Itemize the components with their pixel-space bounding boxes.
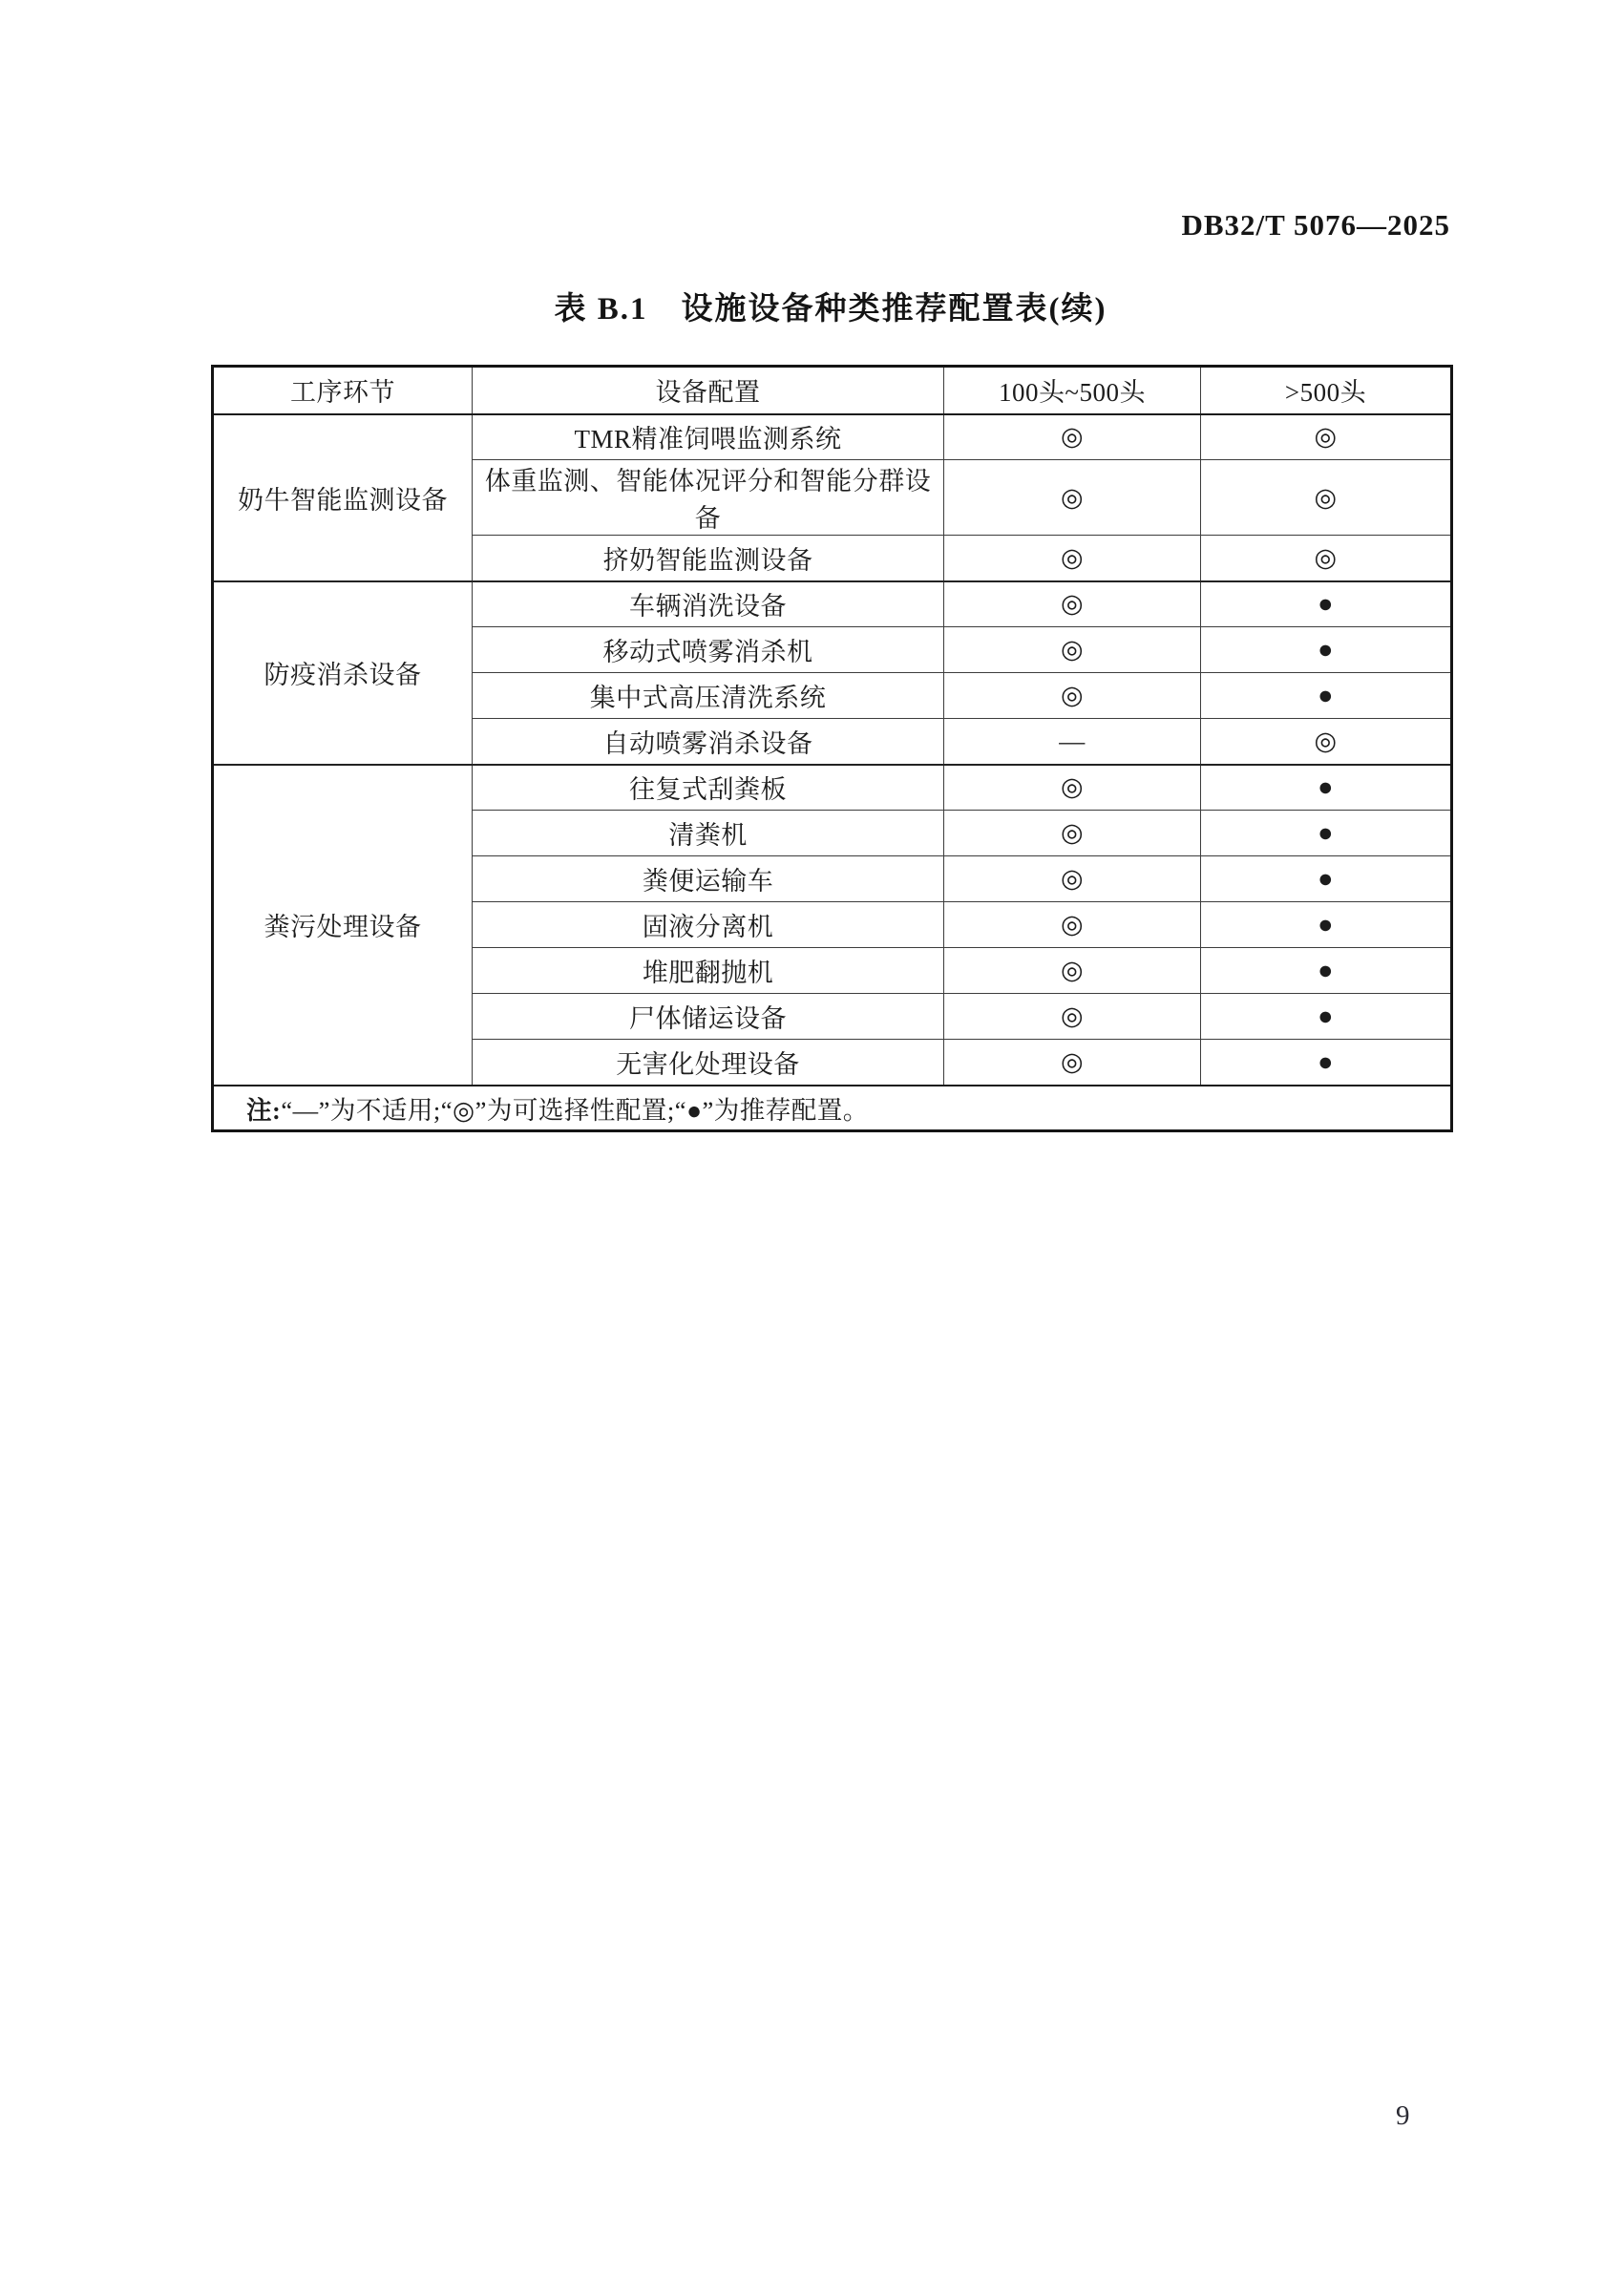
table-row [213,765,1452,811]
symbol-cell-small: ◎ [944,1040,1201,1086]
device-cell: 自动喷雾消杀设备 [473,719,944,765]
symbol-cell-large: ● [1201,948,1452,994]
table-title: 表 B.1 设施设备种类推荐配置表(续) [554,292,1107,327]
doc-number: DB32/T 5076—2025 [1181,208,1450,242]
table-row [213,414,1452,460]
header-scale-large: >500头 [1201,367,1452,414]
symbol-cell-small: ◎ [944,994,1201,1040]
symbol-cell-large: ◎ [1201,460,1452,536]
symbol-cell-small: ◎ [944,902,1201,948]
symbol-cell-small: ◎ [944,460,1201,536]
header-scale-small: 100头~500头 [944,367,1201,414]
device-cell: 固液分离机 [473,902,944,948]
symbol-cell-large: ● [1201,673,1452,719]
group-cell-monitoring: 奶牛智能监测设备 [213,414,473,581]
symbol-cell-large: ● [1201,765,1452,811]
symbol-cell-large: ◎ [1201,719,1452,765]
symbol-cell-small: ◎ [944,536,1201,581]
symbol-cell-large: ● [1201,627,1452,673]
device-cell: 体重监测、智能体况评分和智能分群设备 [473,460,944,536]
page-number: 9 [1396,2100,1410,2131]
table-section [211,284,1450,1132]
table-header-row [213,367,1452,414]
table-row [213,581,1452,627]
symbol-cell-large: ● [1201,811,1452,856]
symbol-cell-large: ◎ [1201,414,1452,460]
note-label: 注: [246,1095,282,1125]
device-cell: 无害化处理设备 [473,1040,944,1086]
symbol-cell-large: ● [1201,581,1452,627]
note-text: “—”为不适用;“◎”为可选择性配置;“●”为推荐配置。 [281,1095,869,1125]
symbol-cell-small: ◎ [944,811,1201,856]
table-note-row [213,1086,1452,1131]
device-cell: 挤奶智能监测设备 [473,536,944,581]
table-note [213,1086,1452,1131]
device-cell: 移动式喷雾消杀机 [473,627,944,673]
symbol-cell-small: ◎ [944,627,1201,673]
device-cell: 清粪机 [473,811,944,856]
symbol-cell-small: ◎ [944,673,1201,719]
symbol-cell-small: ◎ [944,581,1201,627]
symbol-cell-large: ◎ [1201,536,1452,581]
symbol-cell-large: ● [1201,902,1452,948]
symbol-cell-large: ● [1201,856,1452,902]
symbol-cell-large: ● [1201,994,1452,1040]
device-cell: 粪便运输车 [473,856,944,902]
device-cell: 车辆消洗设备 [473,581,944,627]
symbol-cell-small: ◎ [944,765,1201,811]
device-cell: TMR精准饲喂监测系统 [473,414,944,460]
group-cell-disinfection: 防疫消杀设备 [213,581,473,765]
header-process: 工序环节 [213,367,473,414]
group-cell-manure: 粪污处理设备 [213,765,473,1086]
symbol-cell-small: ◎ [944,414,1201,460]
device-cell: 堆肥翻抛机 [473,948,944,994]
symbol-cell-small: ◎ [944,948,1201,994]
symbol-cell-small: ◎ [944,856,1201,902]
header-device: 设备配置 [473,367,944,414]
symbol-cell-small: — [944,719,1201,765]
device-cell: 往复式刮粪板 [473,765,944,811]
device-cell: 尸体储运设备 [473,994,944,1040]
equipment-config-table [211,365,1453,1132]
device-cell: 集中式高压清洗系统 [473,673,944,719]
symbol-cell-large: ● [1201,1040,1452,1086]
